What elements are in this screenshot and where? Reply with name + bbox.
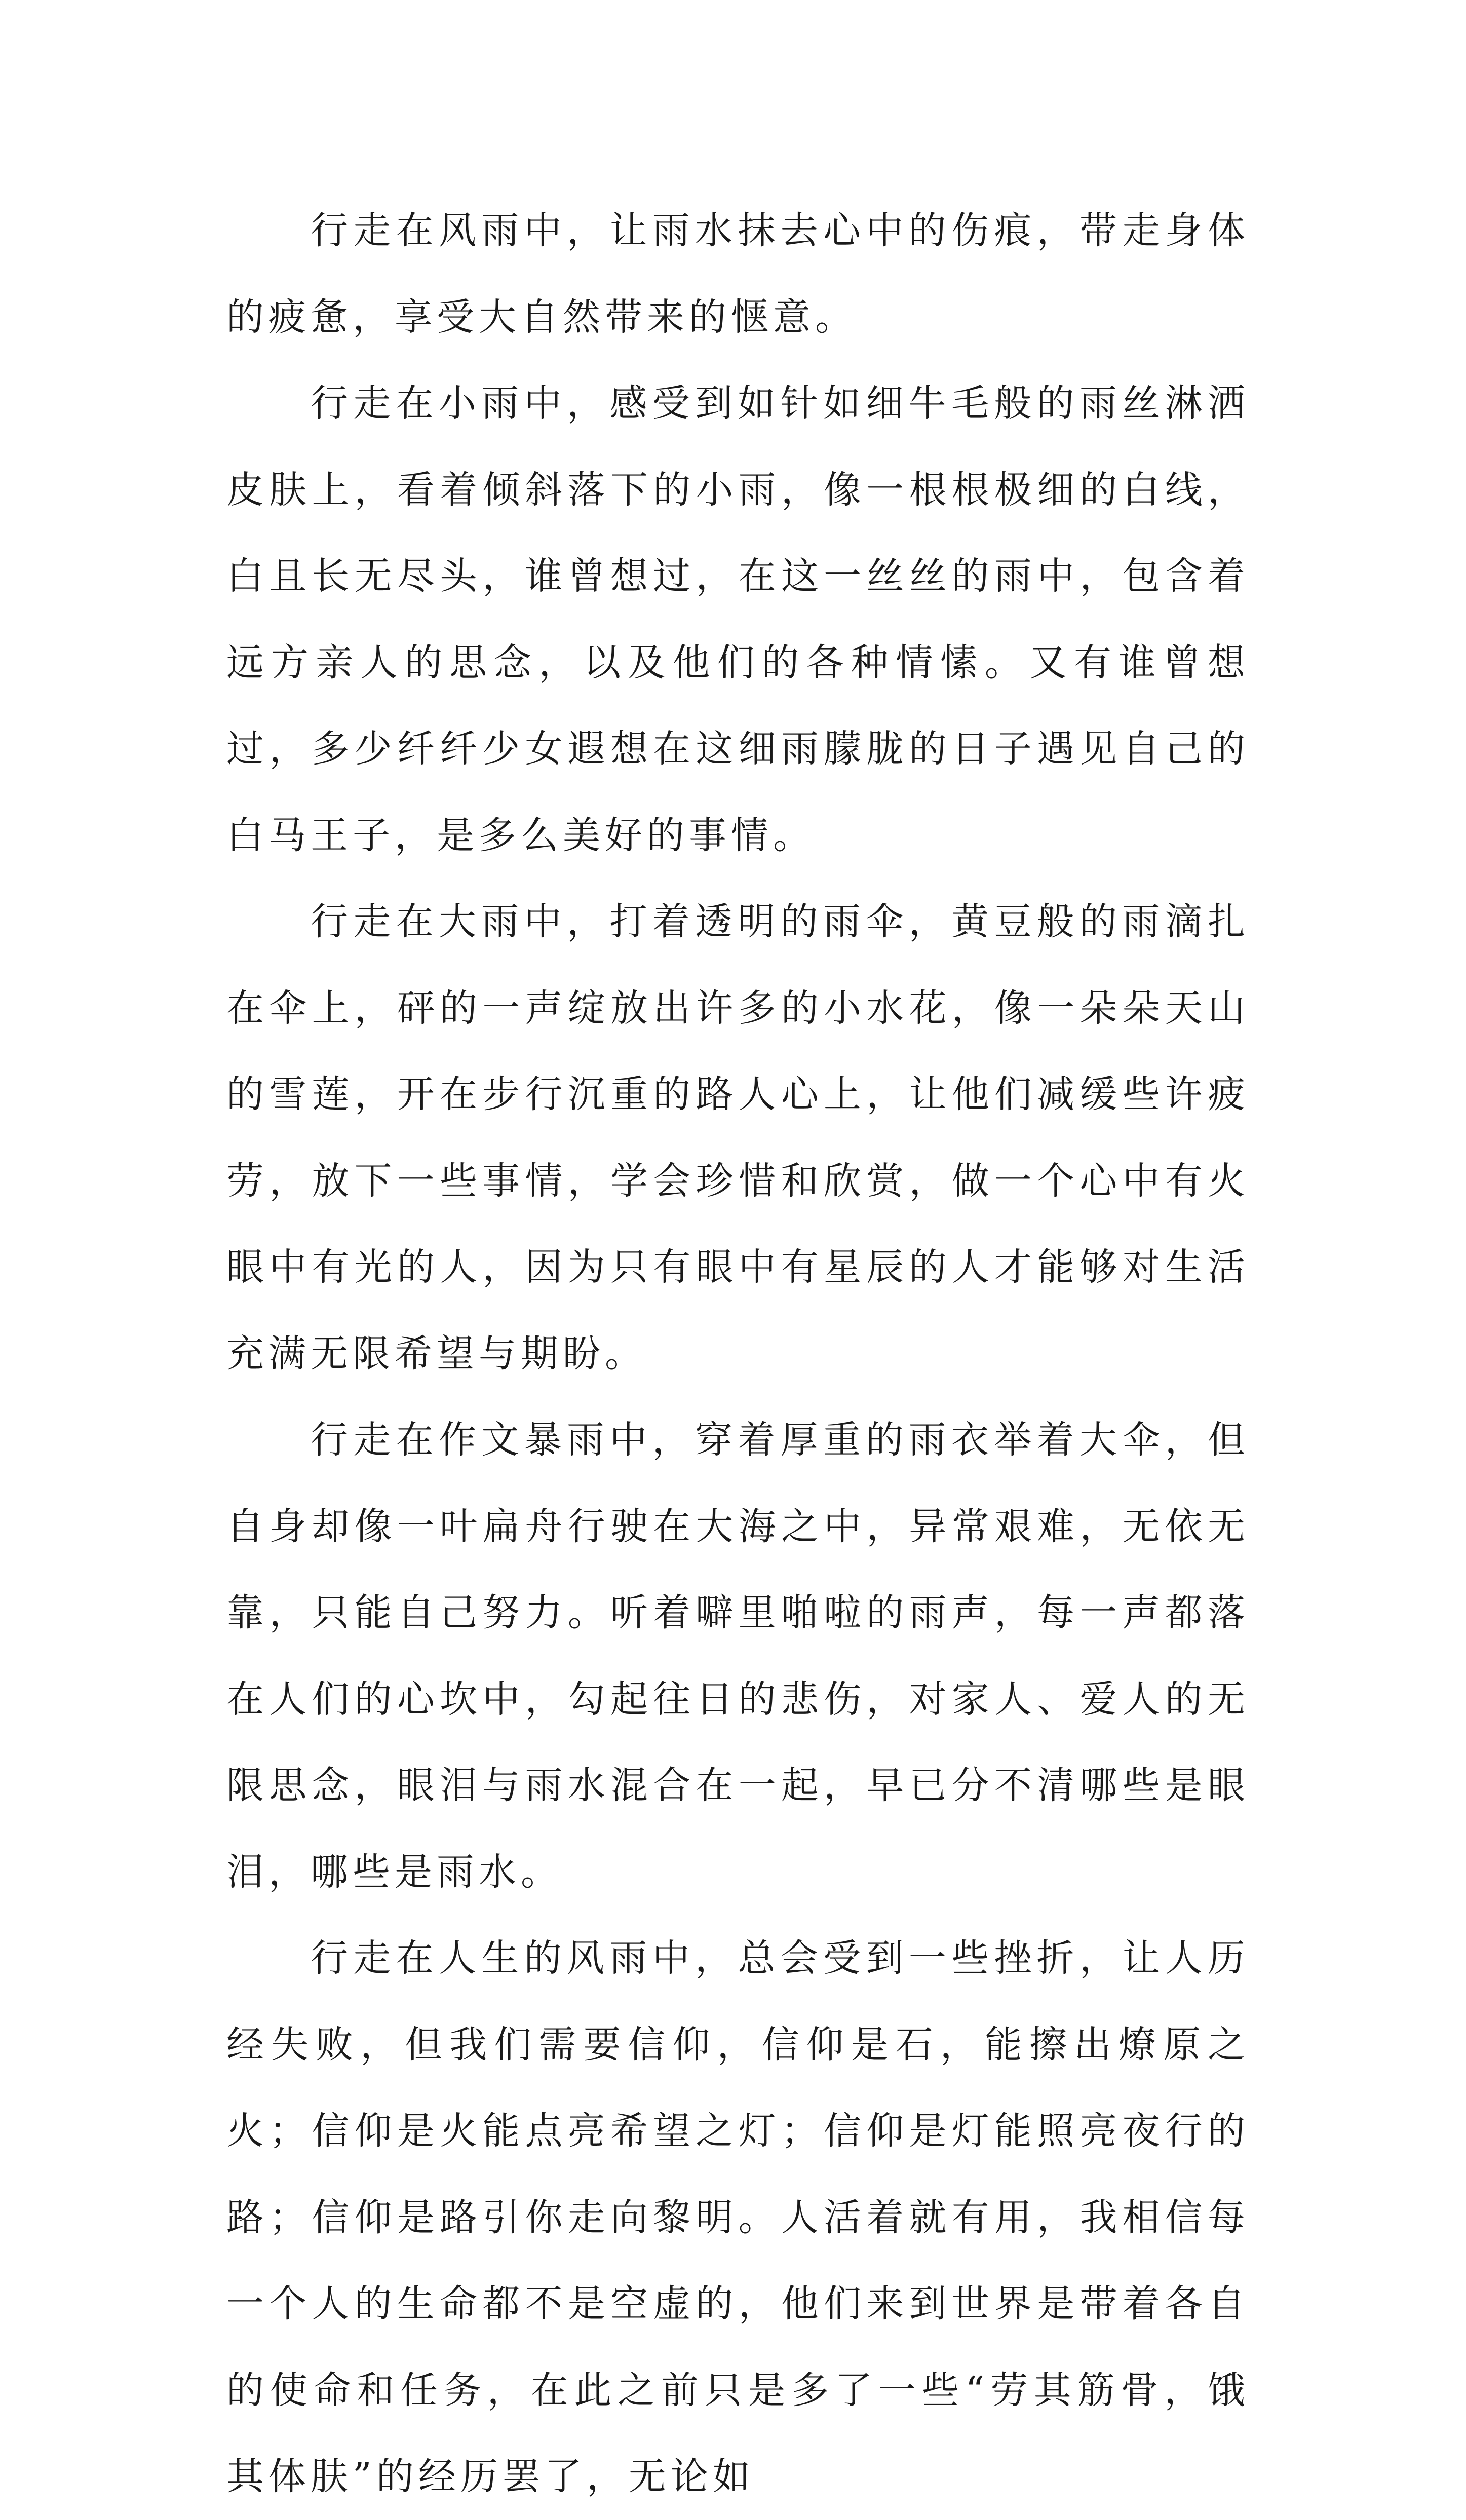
paragraph: 行走在人生的风雨中，总会受到一些挫折，让人历经失败，但我们需要信仰，信仰是石，能擦出燎原之火；信仰是火能点亮希望之灯；信仰是灯能照亮夜行的路；信仰是路引你走向黎明。人活着就有用，我相信每一个人的生命都不是空虚的，他们来到世界是带着各自的使命和任务，在此之前只是多了一些“劳其筋骨，饿其体肤”的经历罢了，无论如 — [226, 1936, 1250, 2498]
paragraph: 行走在大雨中，打着透明的雨伞，黄豆般的雨滴扎在伞上，砰的一声绽放出许多的小水花，像一朵朵天山的雪莲，开在步行沉重的路人心上，让他们减缓些许疲劳，放下一些事情，学会珍惜和欣赏，做一个心中有火眼中有光的人，因为只有眼中有星辰的人才能够对生活充满无限希望与期盼。 — [226, 900, 1250, 1376]
paragraph: 行走在风雨中，让雨水抹去心中的伤痕，带走身体的疲惫，享受大自然带来的惬意。 — [226, 209, 1250, 339]
paragraph: 行走在作文暴雨中，穿着厚重的雨衣举着大伞，但自身却像一叶扁舟行驶在大海之中，异常艰难，无依无靠，只能自己努力。听着噼里啪啦的雨声，每一声都落在人们的心坎中，勾起往日的悲伤，对家人、爱人的无限思念，眼泪与雨水混合在一起，早已分不清哪些是眼泪，哪些是雨水。 — [226, 1418, 1250, 1894]
document-body — [226, 187, 1250, 2520]
paragraph: 行走在小雨中，感受到如针如细牛毛般的雨丝淋洒皮肤上，看着倾斜落下的小雨，像一根根极细的白线，白且长无尽头，谁曾想过，在这一丝丝的雨中，包含着远方亲人的思念，以及他们的各种情愫。又有谁曾想过，多少纤纤少女遐想在这细雨朦胧的日子遇见自己的白马王子，是多么美好的事情。 — [226, 381, 1250, 857]
